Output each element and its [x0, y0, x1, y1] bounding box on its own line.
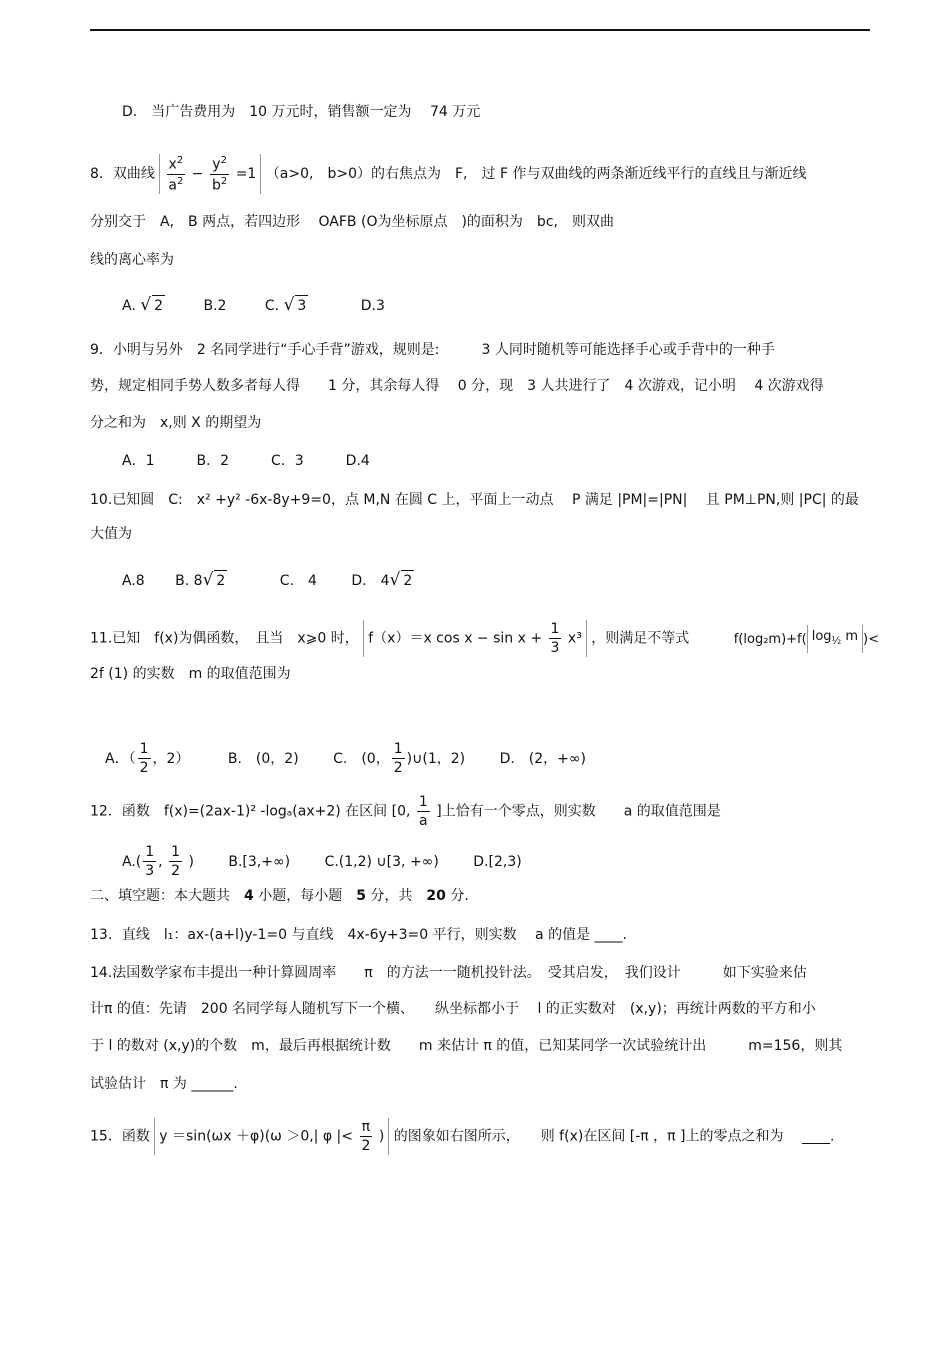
q8-options	[122, 295, 385, 316]
q15-question: 的图象如右图所示， 则 f(x)在区间 [-π ，π ]上的零点之和为 ____.	[393, 1128, 835, 1145]
q11-function: f（x）＝x cos x − sin x + $\frac{1}{3}$ x³	[363, 620, 587, 657]
q11-option-c: C. (0， $\frac{1}{2}$ )∪(1，2)	[333, 741, 466, 776]
q14-line2: 计π 的值：先请 200 名同学每人随机写下一个横、 纵坐标都小于 l 的正实数对 (x,y)；再统计两数的平方和小	[90, 1001, 816, 1017]
q11-inequality: f(log₂m)+f( $\log_{\frac{1}{2}} m$ )<	[734, 632, 879, 647]
q8-line2: 分别交于 A, B 两点，若四边形 OAFB (O为坐标原点 )的面积为 bc, 则双曲	[90, 214, 614, 230]
q11-options	[105, 742, 586, 775]
q10-line2: 大值为	[90, 526, 132, 542]
q10-options	[122, 570, 414, 591]
q8-line1	[90, 154, 806, 194]
section-fill-in-heading: 二、填空题：本大题共 4 小题，每小题 5 分，共 20 分.	[90, 888, 469, 904]
q14-line3: 于 l 的数对 (x,y)的个数 m，最后再根据统计数 m 来估计 π 的值，已知某同学一次试验统计出 m=156，则其	[90, 1038, 843, 1054]
q8-frac-y: $\frac{y^2}{b^2}$	[211, 155, 228, 194]
q8-option-d: D.3	[360, 298, 385, 314]
q15-number: 15．函数	[90, 1128, 150, 1145]
q11-option-d: D. (2，+∞)	[499, 750, 587, 767]
q14-line4: 试验估计 π 为 ______.	[90, 1076, 238, 1092]
q10-option-b: B. 8√ 2	[175, 570, 226, 590]
q12-option-b: B.[3,+∞)	[228, 853, 291, 870]
q11-option-a: A．（ $\frac{1}{2}$ ，2）	[105, 741, 190, 776]
q9-line2: 势，规定相同手势人数多者每人得 1 分，其余每人得 0 分，现 3 人共进行了 4 次游戏，记小明 4 次游戏得	[90, 378, 824, 394]
q11-middle: ，则满足不等式	[591, 630, 690, 647]
q9-line3: 分之和为 x,则 X 的期望为	[90, 415, 262, 431]
q8-number: 8．双曲线	[90, 166, 155, 183]
q11-option-b: B. (0，2)	[227, 750, 299, 767]
q12-line1	[90, 795, 721, 828]
q15-line	[90, 1118, 834, 1155]
q12-interval-fraction: $\frac{1}{a}$	[418, 794, 428, 829]
q8-option-a: A. √ 2	[122, 295, 163, 315]
q11-line2: 2f (1) 的实数 m 的取值范围为	[90, 666, 291, 682]
q9-options: A．1 B．2 C．3 D.4	[122, 453, 370, 469]
q13-line: 13．直线 l₁：ax-(a+l)y-1=0 与直线 4x-6y+3=0 平行，则实数 a 的值是 ____.	[90, 927, 627, 943]
q8-option-b: B.2	[203, 298, 227, 314]
q8-frac-x: $\frac{x^2}{a^2}$	[168, 155, 184, 194]
q12-premise: 12．函数 f(x)=(2ax-1)² -logₐ(ax+2) 在区间 [0,	[90, 803, 411, 820]
q15-function: y ＝sin(ωx ＋φ)(ω ＞0,| φ |< $\frac{\pi}{2}$ )	[154, 1118, 389, 1155]
q8-condition: （a>0, b>0）的右焦点为 F, 过 F 作与双曲线的两条渐近线平行的直线且与渐近线	[265, 166, 807, 183]
q7-option-d: D. 当广告费用为 10 万元时，销售额一定为 74 万元	[122, 104, 481, 120]
q9-line1: 9．小明与另外 2 名同学进行“手心手背”游戏，规则是: 3 人同时随机等可能选择手心或手背中的一种手	[90, 342, 775, 358]
q8-hyperbola-equation: $\frac{x^2}{a^2}$ − $\frac{y^2}{b^2}$ =1	[159, 154, 261, 194]
header-rule	[90, 29, 870, 31]
q8-line3: 线的离心率为	[90, 252, 174, 268]
q12-option-c: C.(1,2) ∪[3, +∞)	[324, 853, 439, 870]
q10-option-d: D. 4√ 2	[351, 570, 413, 590]
q12-option-d: D.[2,3)	[473, 853, 522, 870]
q11-premise: 11.已知 f(x)为偶函数， 且当 x⩾0 时，	[90, 630, 359, 647]
q8-option-c: C. √ 3	[264, 295, 307, 315]
q14-line1: 14.法国数学家布丰提出一种计算圆周率 π 的方法一一随机投针法。 受其启发， 我们设计 如下实验来估	[90, 965, 807, 981]
q10-option-a: A.8	[122, 573, 145, 589]
q10-line1: 10.已知圆 C: x² +y² -6x-8y+9=0，点 M,N 在圆 C 上，平面上一动点 P 满足 |PM|=|PN| 且 PM⊥PN,则 |PC| 的最	[90, 492, 859, 508]
q11-line1	[90, 620, 879, 657]
q12-option-a: A.( $\frac{1}{3}$ , $\frac{1}{2}$ )	[122, 844, 194, 879]
q12-condition: ]上恰有一个零点，则实数 a 的取值范围是	[436, 803, 721, 820]
q10-option-c: C. 4	[279, 573, 317, 589]
q12-options	[122, 845, 522, 878]
